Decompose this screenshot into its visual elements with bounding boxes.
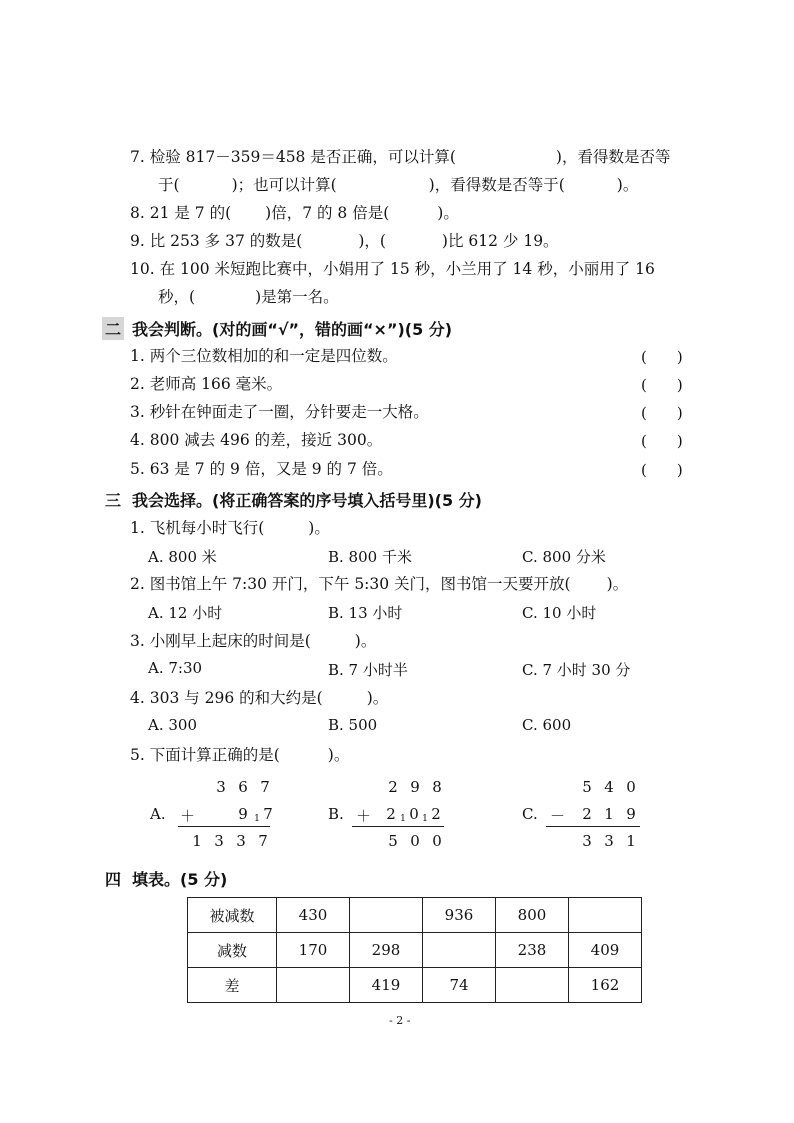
choice-q4-option-b[interactable]: B. 500 [328,716,378,734]
table-cell[interactable]: 298 [350,933,423,968]
table-cell[interactable] [496,968,569,1003]
table-row [188,898,642,933]
calc-a-top [210,778,276,796]
q8-number: 8. [130,204,145,222]
calc-b-mid [382,805,444,823]
judge-answer-paren[interactable]: ( ) [641,348,683,366]
calc-c-operator: － [550,807,566,825]
choice-end: )。 [327,746,350,764]
q9-text-b: )，( [358,232,386,250]
page-number: - 2 - [389,1014,411,1027]
choice-q2-option-c[interactable]: C. 10 小时 [522,604,597,622]
q7-number: 7. [130,148,145,166]
choice-num: 4. [130,689,145,707]
digit: 0 [626,778,636,796]
judge-num: 1. [130,347,145,365]
digit: 0 [432,832,442,850]
section3-heading [102,488,482,511]
choice-q4-option-a[interactable]: A. 300 [148,716,197,734]
q7-text-f: )。 [616,176,639,194]
judge-answer-paren[interactable]: ( ) [641,432,683,450]
calc-c-mid [576,805,642,823]
choice-end: )。 [606,575,629,593]
calc-c-result [576,832,642,850]
digit: 3 [216,778,226,796]
choice-q2 [130,574,628,594]
judge-num: 5. [130,460,145,478]
choice-q1-option-a[interactable]: A. 800 米 [148,548,217,566]
choice-num: 3. [130,632,145,650]
judge-answer-paren[interactable]: ( ) [641,376,683,394]
choice-num: 2. [130,575,145,593]
digit: 8 [432,778,442,796]
table-cell[interactable] [350,898,423,933]
q7-text-e: )，看得数是否等于( [428,176,565,194]
judge-text: 秒针在钟面走了一圈，分针要走一大格。 [149,403,429,421]
calc-b-rule [352,826,444,827]
choice-num: 1. [130,519,145,537]
judge-text: 800 减去 496 的差，接近 300。 [149,431,383,449]
q7-line1 [130,147,670,167]
table-cell[interactable] [423,933,496,968]
judge-num: 3. [130,403,145,421]
section2-heading [102,317,452,340]
calc-a-rule [178,826,270,827]
calc-c-label: C. [522,805,538,823]
choice-q3-option-c[interactable]: C. 7 小时 30 分 [522,661,631,679]
judge-num: 4. [130,431,145,449]
section3-number: 三 [105,491,122,510]
section2-number: 二 [102,317,124,340]
section2-title: 我会判断。(对的画“√”，错的画“×”)(5 分) [132,320,453,339]
choice-q1-option-b[interactable]: B. 800 千米 [328,548,412,566]
digit: 2 [388,778,398,796]
digit: 0 [409,805,419,823]
choice-stem: 303 与 296 的和大约是( [149,689,323,707]
row-header-difference: 差 [188,968,277,1003]
choice-q1-option-c[interactable]: C. 800 分米 [522,548,606,566]
digit: 9 [626,805,636,823]
digit: 1 [604,805,614,823]
digit: 2 [386,805,396,823]
digit: 7 [260,778,270,796]
digit: 4 [604,778,614,796]
calc-b-operator: ＋ [356,807,372,825]
choice-stem: 图书馆上午 7:30 开门，下午 5:30 关门，图书馆一天要开放( [149,575,571,593]
calc-b-result [382,832,448,850]
digit: 3 [604,832,614,850]
choice-q5 [130,745,349,765]
digit: 1 [626,832,636,850]
table-row [188,968,642,1003]
q8-text-c: )。 [437,204,459,222]
q7-text-c: 于( [158,176,180,194]
q10-line1 [130,259,655,279]
q7-line2 [158,175,638,195]
choice-q1 [130,518,330,538]
digit: 9 [238,805,248,823]
table-cell[interactable]: 409 [569,933,642,968]
digit: 0 [410,832,420,850]
digit: 3 [236,832,246,850]
digit: 6 [238,778,248,796]
choice-stem: 小刚早上起床的时间是( [149,632,311,650]
judge-num: 2. [130,375,145,393]
subtraction-table [187,897,642,1003]
choice-q3-option-b[interactable]: B. 7 小时半 [328,661,408,679]
q9-number: 9. [130,232,145,250]
table-cell[interactable]: 419 [350,968,423,1003]
table-row [188,933,642,968]
q8-text-b: )倍，7 的 8 倍是( [265,204,390,222]
section3-title: 我会选择。(将正确答案的序号填入括号里)(5 分) [132,491,482,510]
judge-item [130,402,429,422]
section4-heading [102,867,227,890]
table-cell[interactable]: 162 [569,968,642,1003]
judge-item [130,346,398,366]
q10-number: 10. [130,260,155,278]
digit: 5 [388,832,398,850]
choice-end: )。 [308,519,330,537]
digit: 7 [258,832,268,850]
digit: 2 [582,805,592,823]
judge-text: 两个三位数相加的和一定是四位数。 [149,347,398,365]
table-cell[interactable]: 170 [277,933,350,968]
digit: 3 [214,832,224,850]
q10-text-b: 秒，( [158,288,196,306]
digit: 5 [582,778,592,796]
calc-a-operator: ＋ [180,807,196,825]
choice-q4-option-c[interactable]: C. 600 [522,716,572,734]
choice-q2-option-a[interactable]: A. 12 小时 [148,604,223,622]
table-cell[interactable]: 936 [423,898,496,933]
judge-text: 63 是 7 的 9 倍，又是 9 的 7 倍。 [149,460,393,478]
judge-item [130,430,382,450]
carry-mark: 1 [254,814,260,824]
choice-stem: 飞机每小时飞行( [149,519,265,537]
digit: 3 [582,832,592,850]
judge-answer-paren[interactable]: ( ) [641,404,683,422]
judge-text: 老师高 166 毫米。 [149,375,283,393]
choice-q4 [130,688,388,708]
q7-text-a: 检验 817－359＝458 是否正确，可以计算( [149,148,456,166]
q8-line [130,203,459,223]
calc-c-top [576,778,642,796]
calc-a-label: A. [150,805,166,823]
table-cell[interactable]: 238 [496,933,569,968]
table-cell[interactable]: 430 [277,898,350,933]
row-header-subtrahend: 减数 [188,933,277,968]
table-cell[interactable] [277,968,350,1003]
q7-text-b: )，看得数是否等 [555,148,671,166]
q7-text-d: )；也可以计算( [231,176,337,194]
calc-a-mid [232,805,276,823]
carry-mark: 1 [400,814,406,824]
choice-q3 [130,631,376,651]
digit: 9 [410,778,420,796]
q9-text-c: )比 612 少 19。 [441,232,559,250]
digit: 1 [192,832,202,850]
digit: 2 [431,805,441,823]
calc-c-rule [546,826,640,827]
q9-line [130,231,559,251]
section4-title: 填表。(5 分) [132,870,228,889]
section4-number: 四 [105,870,122,889]
judge-answer-paren[interactable]: ( ) [641,461,683,479]
q10-text-c: )是第一名。 [255,288,339,306]
calc-b-label: B. [328,805,344,823]
judge-item [130,374,282,394]
table-cell[interactable] [569,898,642,933]
choice-end: )。 [366,689,389,707]
table-cell[interactable]: 74 [423,968,496,1003]
choice-stem: 下面计算正确的是( [149,746,280,764]
row-header-minuend: 被减数 [188,898,277,933]
carry-mark: 1 [422,814,428,824]
calc-b-top [382,778,448,796]
choice-num: 5. [130,746,145,764]
calc-a-result [186,832,274,850]
judge-item [130,459,393,479]
table-cell[interactable]: 800 [496,898,569,933]
q9-text-a: 比 253 多 37 的数是( [149,232,303,250]
choice-q2-option-b[interactable]: B. 13 小时 [328,604,403,622]
q10-line2 [158,287,339,307]
q8-text-a: 21 是 7 的( [149,204,232,222]
choice-end: )。 [354,632,377,650]
choice-q3-option-a[interactable]: A. 7:30 [148,659,203,677]
q10-text-a: 在 100 米短跑比赛中，小娟用了 15 秒，小兰用了 14 秒，小丽用了 16 [159,260,655,278]
digit: 7 [263,805,273,823]
